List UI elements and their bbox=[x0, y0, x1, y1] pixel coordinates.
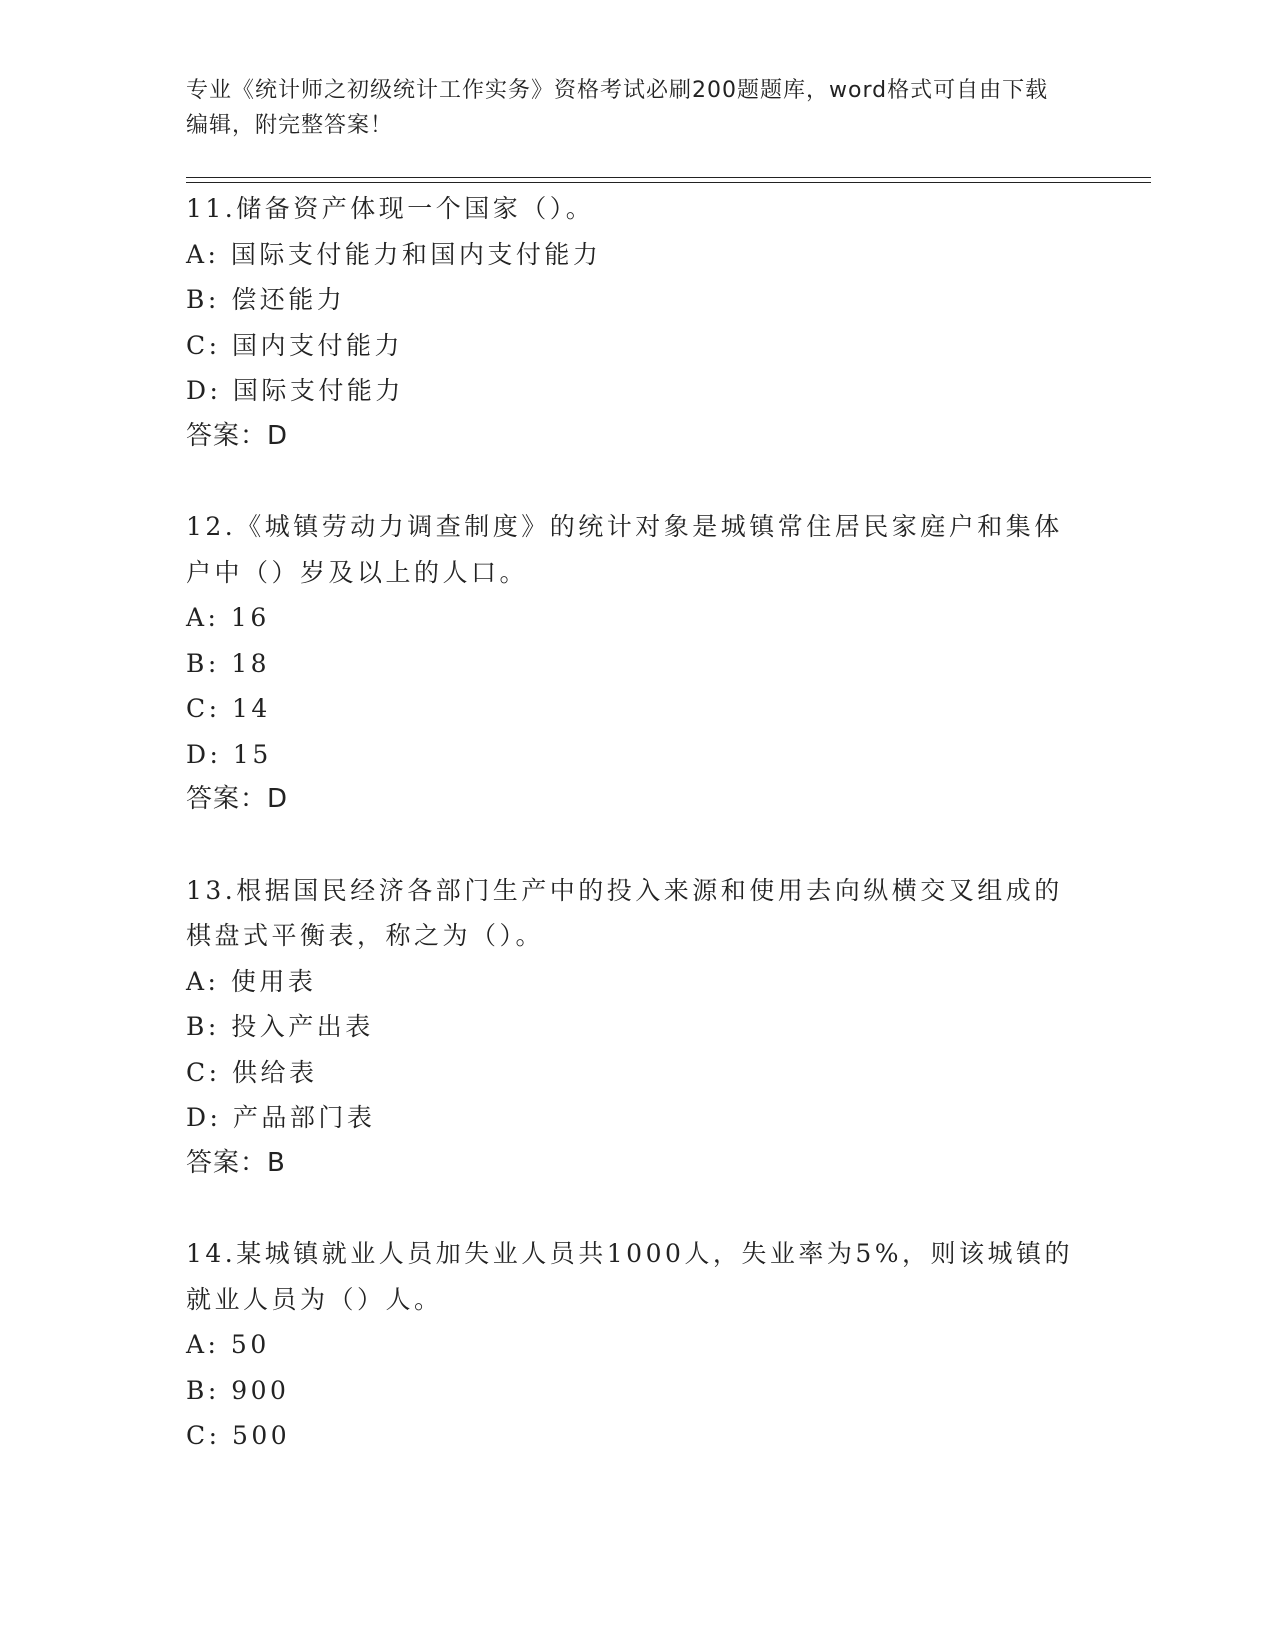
option-a: A: 16 bbox=[186, 603, 270, 632]
option-d: D: 15 bbox=[186, 739, 272, 769]
question-list bbox=[186, 186, 1086, 1504]
option-d: D: 国际支付能力 bbox=[186, 376, 404, 405]
option-a: A: 50 bbox=[186, 1330, 270, 1359]
question-14 bbox=[186, 1231, 1086, 1459]
option-c: C: 国内支付能力 bbox=[186, 330, 403, 360]
option-a: A: 使用表 bbox=[186, 966, 317, 996]
answer: 答案：B bbox=[186, 1147, 286, 1178]
option-b: B: 900 bbox=[186, 1375, 290, 1405]
question-11 bbox=[186, 186, 1086, 459]
option-c: C: 14 bbox=[186, 694, 271, 723]
option-c: C: 供给表 bbox=[186, 1057, 318, 1087]
header-double-rule bbox=[186, 177, 1151, 183]
document-header: 专业《统计师之初级统计工作实务》资格考试必刷200题题库，word格式可自由下载编辑，附完整答案！ bbox=[186, 78, 1049, 138]
answer: 答案：D bbox=[186, 784, 289, 814]
question-12 bbox=[186, 504, 1086, 823]
option-d: D: 产品部门表 bbox=[186, 1103, 376, 1132]
question-13 bbox=[186, 868, 1086, 1187]
answer: 答案：D bbox=[186, 420, 289, 451]
option-b: B: 偿还能力 bbox=[186, 285, 346, 314]
question-stem: 14.某城镇就业人员加失业人员共1000人，失业率为5%，则该城镇的就业人员为（）人。 bbox=[186, 1239, 1074, 1314]
option-a: A: 国际支付能力和国内支付能力 bbox=[186, 239, 602, 269]
option-b: B: 18 bbox=[186, 648, 271, 678]
question-stem: 12.《城镇劳动力调查制度》的统计对象是城镇常住居民家庭户和集体户中（）岁及以上的人口。 bbox=[186, 512, 1063, 587]
question-stem: 11.储备资产体现一个国家（）。 bbox=[186, 194, 595, 223]
option-b: B: 投入产出表 bbox=[186, 1012, 374, 1041]
option-c: C: 500 bbox=[186, 1421, 291, 1450]
question-stem: 13.根据国民经济各部门生产中的投入来源和使用去向纵横交叉组成的棋盘式平衡表，称之为（）。 bbox=[186, 875, 1063, 950]
